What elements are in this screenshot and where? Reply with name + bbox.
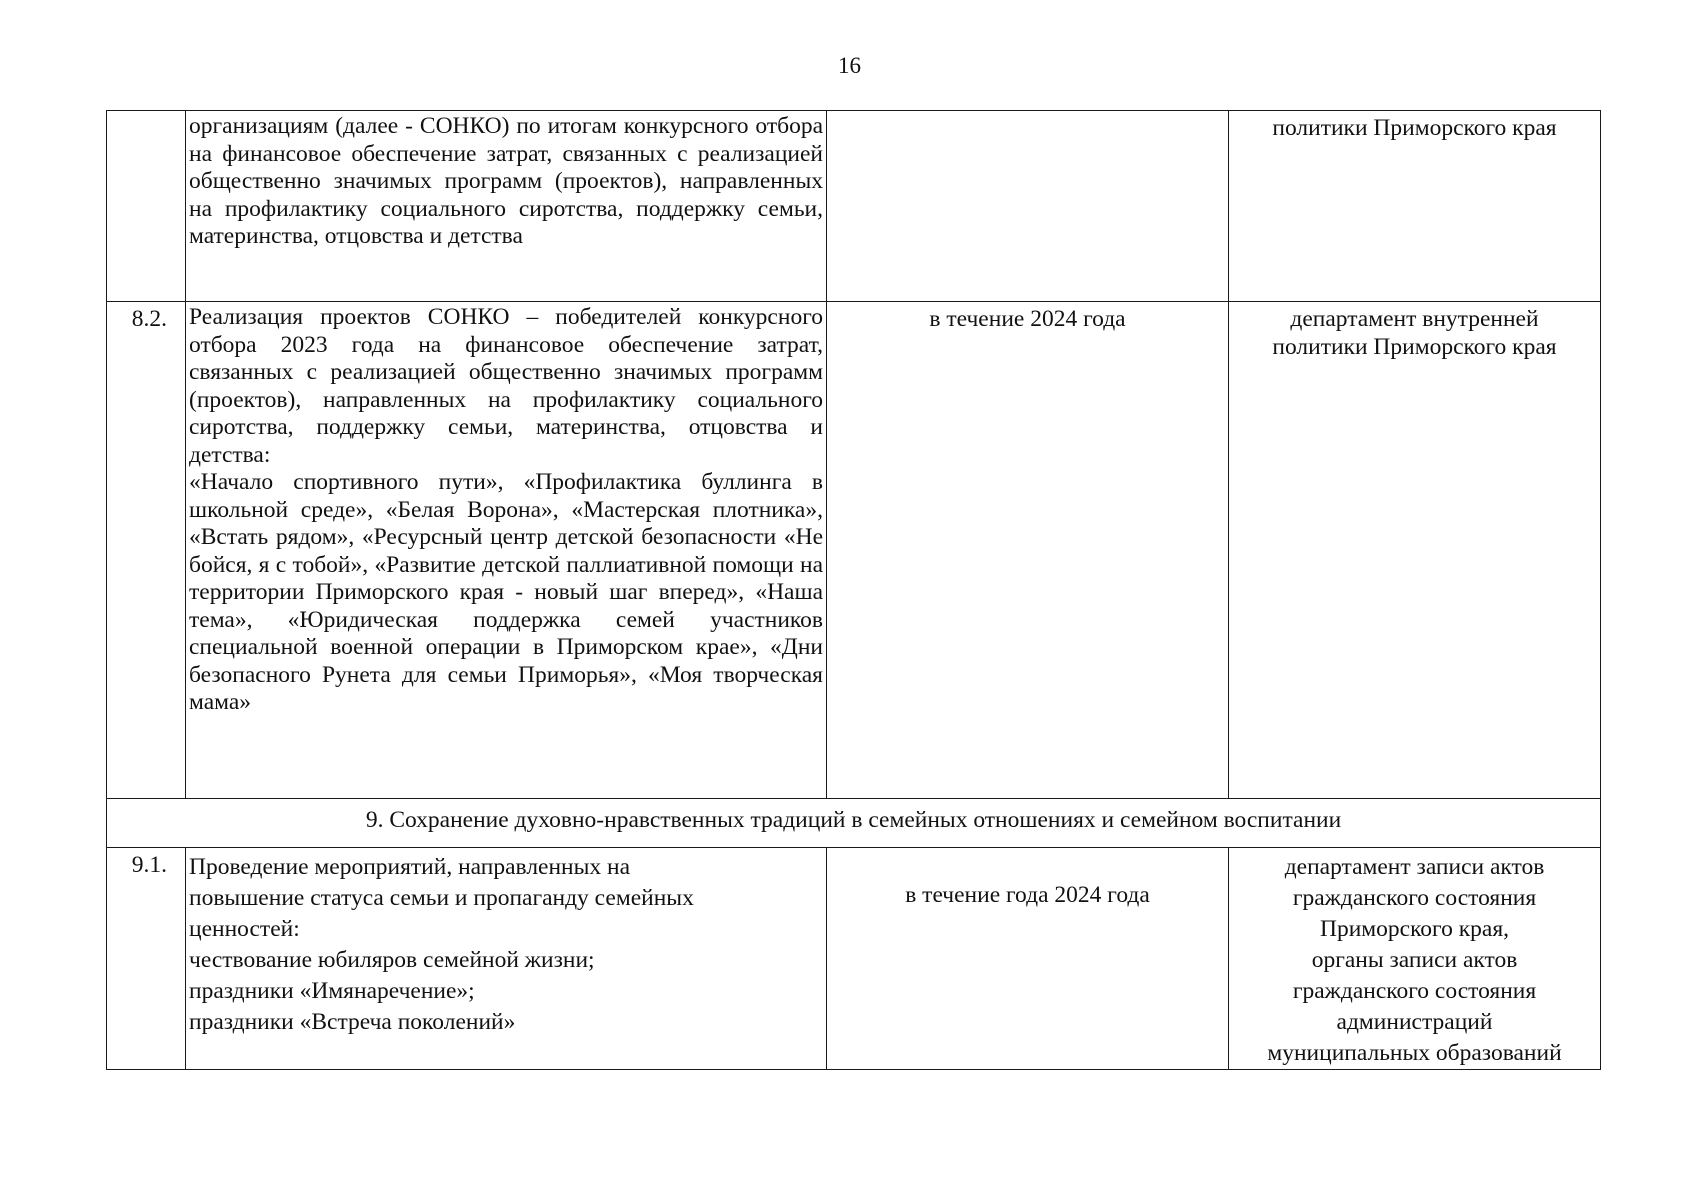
event-text: праздники «Встреча поколений» <box>189 1009 516 1035</box>
responsible-text: муниципальных образований <box>1267 1040 1562 1066</box>
deadline: в течение года 2024 года <box>827 848 1229 1070</box>
row-number: 8.2. <box>107 302 186 799</box>
event-text: Проведение мероприятий, направленных на <box>189 854 631 880</box>
events-table <box>106 110 1601 1070</box>
row-number <box>107 111 186 302</box>
row-number: 9.1. <box>107 848 186 1070</box>
event-text: повышение статуса семьи и пропаганду семейных <box>189 885 694 911</box>
responsible <box>1229 302 1601 799</box>
table-row <box>107 111 1601 302</box>
responsible-text: политики Приморского края <box>1272 333 1557 360</box>
responsible-text: гражданского состояния <box>1292 978 1537 1004</box>
section-title: 9. Сохранение духовно-нравственных традиций в семейных отношениях и семейном воспитании <box>107 799 1601 848</box>
responsible-text: гражданского состояния <box>1292 885 1537 911</box>
responsible-text: департамент внутренней <box>1290 306 1539 332</box>
responsible-text: органы записи актов <box>1311 947 1518 973</box>
event-text: ценностей: <box>189 916 300 942</box>
event-text: «Начало спортивного пути», «Профилактика буллинга в школьной среде», «Белая Ворона», «Мастерская плотника», «Встать рядом», «Ресурсный центр детской безопасности «Не бойся, я с тобой», «Развитие детской паллиативной помощи на территории Приморского края - новый шаг вперед», «Наша тема», «Юридическая поддержка семей участников специальной военной операции в Приморском крае», «Дни безопасного Рунета для семьи Приморья», «Моя творческая мама» <box>189 469 823 715</box>
event-text: чествование юбиляров семейной жизни; <box>189 947 595 973</box>
table-row <box>107 302 1601 799</box>
event-description <box>186 302 827 799</box>
responsible-text: Приморского края, <box>1319 916 1510 942</box>
responsible-text: администраций <box>1336 1009 1493 1035</box>
page-number: 16 <box>838 53 861 78</box>
table-row <box>107 848 1601 1070</box>
event-text: Реализация проектов СОНКО – победителей конкурсного отбора 2023 года на финансовое обеспечение затрат, связанных с реализацией общественно значимых программ (проектов), направленных на профилактику социального сиротства, поддержку семьи, материнства, отцовства и детства: <box>189 304 823 468</box>
deadline <box>827 111 1229 302</box>
responsible-text: политики Приморского края <box>1272 115 1557 141</box>
responsible-text: департамент записи актов <box>1284 854 1545 880</box>
responsible <box>1229 848 1601 1070</box>
event-text: организациям (далее - СОНКО) по итогам конкурсного отбора на финансовое обеспечение затрат, связанных с реализацией общественно значимых программ (проектов), направленных на профилактику социального сиротства, поддержку семьи, материнства, отцовства и детства <box>189 113 823 249</box>
event-text: праздники «Имянаречение»; <box>189 978 475 1004</box>
deadline: в течение 2024 года <box>827 302 1229 799</box>
event-description <box>186 848 827 1070</box>
section-row <box>107 799 1601 848</box>
event-description <box>186 111 827 302</box>
responsible <box>1229 111 1601 302</box>
